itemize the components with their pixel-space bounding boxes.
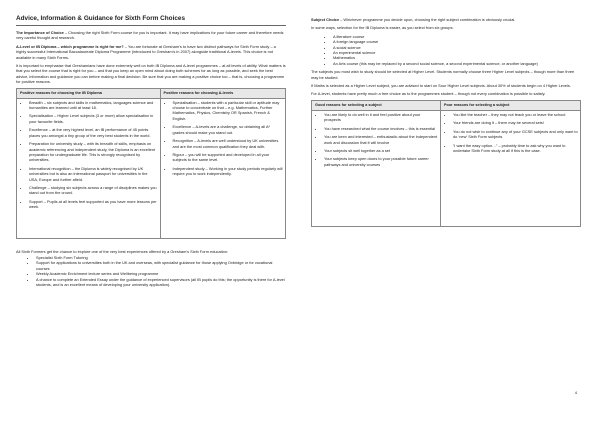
sixth-form-experience-paragraph: All Sixth Formers get the chance to explore one of the very best experiences offered by a Gresham’s Sixth Form education: xyxy=(16,248,229,254)
subject-reasons-table xyxy=(311,100,581,227)
good-reasons-header: Good reasons for selecting a subject xyxy=(312,100,441,110)
list-item: • You like the teacher – they may not teach you or leave the school xyxy=(453,112,578,117)
list-item: • Specialist Sixth Form Tutoring xyxy=(36,255,286,260)
list-item: • Excellence – at the very highest level, an IB performance of 45 points places you amongst a tiny group of the very best students in the world. xyxy=(29,127,158,138)
alevel-reasons-list xyxy=(163,100,283,177)
list-item: • A social science xyxy=(333,45,581,50)
importance-paragraph xyxy=(16,30,286,41)
list-item: • Challenge – studying six subjects across a range of disciplines makes you stand out from the crowd. xyxy=(29,185,158,196)
higher-level-paragraph: The subjects you most wish to study should be selected at Higher Level. Students normally choose three Higher Level subjects – though more than three may be studied. xyxy=(311,69,575,80)
ib-groups-list xyxy=(311,34,581,66)
list-item: • Your subjects keep open doors to your possible future career pathways and university courses xyxy=(324,156,438,167)
list-item: • Rigour – you will be supported and developed in all your subjects to the same level. xyxy=(173,152,283,163)
list-item: • You are keen and interested – enthusiastic about the independent work and discussion that it will involve xyxy=(324,134,438,145)
left-column xyxy=(16,0,286,291)
list-item: • An Arts course (this may be replaced by a second social science, a second experimental science, or another language) xyxy=(333,61,581,66)
poor-reasons-list xyxy=(443,112,578,153)
list-item: • Preparation for university study – with its breadth of skills, emphasis on academic referencing and independent study, the Diploma is an excellent preparation for undergraduate life. This is strongly recognised by universities. xyxy=(29,141,158,163)
list-item: • Support – Pupils at all levels feel supported as you have more lessons per week. xyxy=(29,199,158,210)
list-item: • Recognition – A-levels are well understood by UK universities and are the most common qualification they deal with. xyxy=(173,138,283,149)
list-item: • An experimental science xyxy=(333,50,581,55)
list-item: • A chance to complete an Extended Essay under the guidance of experienced supervisors (all IB pupils do this; the opportunity is there for A-level students, and is an excellent means of developing your university application). xyxy=(36,277,286,288)
maths-paragraph: If Maths is selected as a Higher Level subject, you are advised to start on Sour Higher Level subjects. About 30% of students begin on 4 Higher Levels. xyxy=(311,83,571,89)
list-item: • You are likely to do well in it and feel positive about your prospects xyxy=(324,112,438,123)
list-item: • Specialisation – Higher Level subjects (3 or more) allow specialisation in your favourite fields. xyxy=(29,113,158,124)
subject-choice-text: – Whichever programme you decide upon, choosing the right subject combination is obviously crucial. xyxy=(339,17,516,22)
ib-alevel-reasons-table xyxy=(16,88,286,239)
ib-reasons-header: Positive reasons for choosing the IB Diploma xyxy=(17,88,161,98)
list-item: • A literature course xyxy=(333,34,581,39)
alevel-choice-paragraph: For A-level, students have pretty much a free choice as to the programmes student – though not every combination is possible to satisfy. xyxy=(311,91,546,97)
subject-choice-lead: Subject Choice xyxy=(311,17,340,22)
importance-text: – Choosing the right Sixth Form course for you is important. It may have implications for your future career and therefore needs very careful thought and research. xyxy=(16,30,284,41)
right-column xyxy=(311,0,581,227)
list-item: • A foreign language course xyxy=(333,39,581,44)
list-item: • Specialisation – students with a particular skill or aptitude may choose to concentrate on that – e.g. Mathematics, Further Mathematics, Physics, Chemistry OR Spanish, French & English. xyxy=(173,100,283,122)
list-item: • Excellence – A-levels are a challenge, so obtaining all A* grades should make you stand out. xyxy=(173,124,283,135)
alevel-ib-text: – You are fortunate at Gresham’s to have two distinct pathways for Sixth Form study – a highly successful International Baccalaureate Diploma Programme (introduced to Gresham’s in 2007) alongside traditional A-levels. This choice is not available in many Sixth Forms. xyxy=(16,43,276,60)
ib-reasons-list xyxy=(19,100,158,210)
importance-lead: The Importance of Choice xyxy=(16,30,64,35)
list-item: • Breadth – six subjects and skills in mathematics, languages science and humanities are learned until at least 18. xyxy=(29,100,158,111)
list-item: • Mathematics xyxy=(333,55,581,60)
list-item: • “I want the easy option…” – probably time to ask why you want to undertake Sixth Form study at all if this is the case. xyxy=(453,143,578,154)
ib-groups-intro: In some ways, selection for the IB Diploma is easier, as you select from six groups: xyxy=(311,25,454,31)
list-item: • You do not wish to continue any of your GCSE subjects and only want to do ‘new’ Sixth Form subjects xyxy=(453,129,578,140)
alevel-ib-lead: A-Level or IB Diploma – which programme is right for me? xyxy=(16,43,124,49)
list-item: • Your friends are doing it – there may be several sets! xyxy=(453,120,578,125)
list-item: • Independent study – Working in your study periods regularly will require you to work independently. xyxy=(173,166,283,177)
alevel-ib-paragraph xyxy=(16,44,286,60)
list-item: • Support for applications to universities both in the UK and overseas, with specialist guidance for those applying Oxbridge or for vocational courses xyxy=(36,260,286,271)
alevel-reasons-header: Positive reasons for choosing A-levels xyxy=(160,88,285,98)
emphasis-paragraph: It is important to emphasise that Greshamians have done extremely well on both IB Diploma and A-level programmes – at all levels of ability. What matters is that you select the course that is right for you – and that you keep an open mind about doing both schemes for as long as possible, and seek the best advice, information and guidance you can before making a final decision. Be sure that you are making a positive choice too – that is, choosing a programme for positive reasons. xyxy=(16,63,286,85)
list-item: • You have researched what the course involves – this is essential xyxy=(324,126,438,131)
experience-list xyxy=(16,255,286,287)
list-item: • Your subjects sit well together as a set xyxy=(324,148,438,153)
page-title: Advice, Information & Guidance for Sixth Form Choices xyxy=(16,15,286,26)
list-item: • Weekly Academic Enrichment lecture series and Wellbeing programme xyxy=(36,271,286,276)
list-item: • International recognition – the Diploma is widely recognised by UK universities but is also an international passport for universities in the USA, Europe and further afield. xyxy=(29,166,158,182)
subject-choice-paragraph xyxy=(311,17,581,22)
good-reasons-list xyxy=(314,112,438,167)
poor-reasons-header: Poor reasons for selecting a subject xyxy=(440,100,580,110)
page-number: 4 xyxy=(574,390,577,395)
